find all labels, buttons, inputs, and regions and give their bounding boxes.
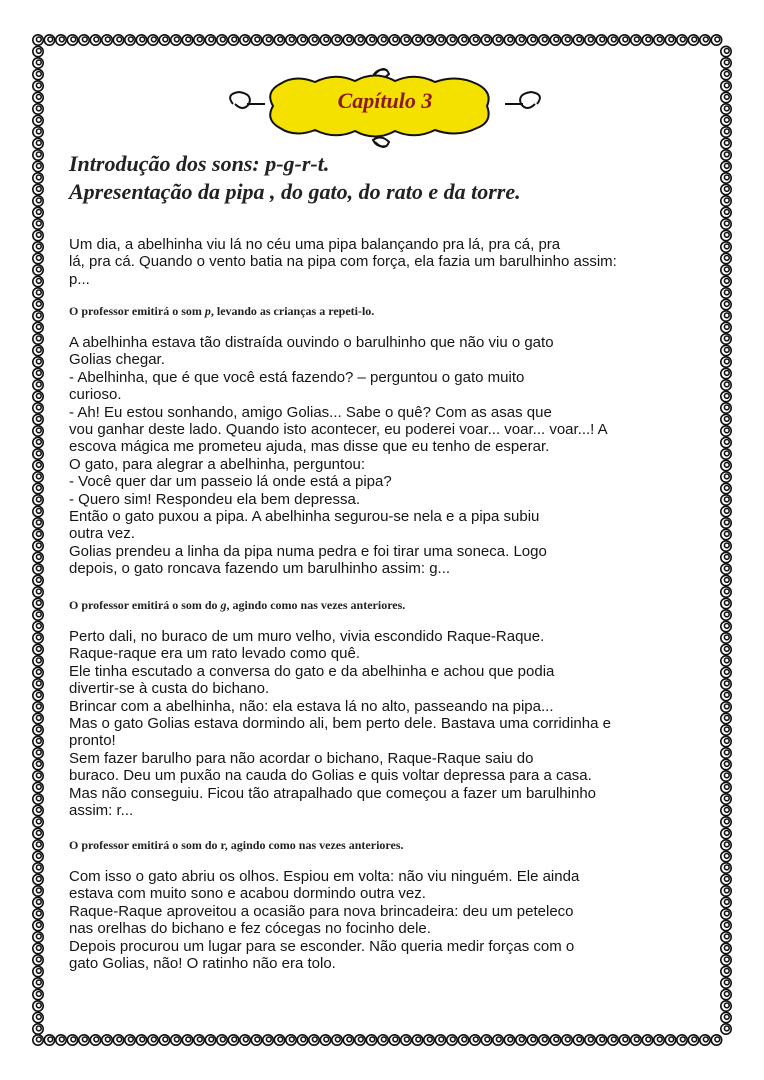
teacher-note-3: O professor emitirá o som do r, agindo como nas vezes anteriores. <box>69 838 404 852</box>
text-line: - Ah! Eu estou sonhando, amigo Golias... Sabe o quê? Com as asas que <box>69 403 552 421</box>
text-line: Brincar com a abelhinha, não: ela estava lá no alto, passeando na pipa... <box>69 697 554 715</box>
text-line: Golias chegar. <box>69 351 165 369</box>
paragraph-2 <box>69 334 709 578</box>
text-line: divertir-se à custa do bichano. <box>69 680 270 698</box>
heading-line-1: Introdução dos sons: p-g-r-t. <box>69 151 330 176</box>
text-line: - Quero sim! Respondeu ela bem depressa. <box>69 490 360 508</box>
text-line: escova mágica me prometeu ajuda, mas disse que eu tenho de esperar. <box>69 438 550 456</box>
text-line: p... <box>69 270 90 288</box>
text-line: depois, o gato roncava fazendo um barulhinho assim: g... <box>69 560 451 578</box>
paragraph-3 <box>69 628 709 819</box>
text-line: - Abelhinha, que é que você está fazendo? – perguntou o gato muito <box>69 368 525 386</box>
text-line: Raque-raque era um rato levado como quê. <box>69 645 361 663</box>
text-line: Raque-Raque aproveitou a ocasião para nova brincadeira: deu um peteleco <box>69 902 574 920</box>
text-line: lá, pra cá. Quando o vento batia na pipa com força, ela fazia um barulhinho assim: <box>69 253 617 271</box>
teacher-note-2: O professor emitirá o som do g, agindo como nas vezes anteriores. <box>69 598 406 612</box>
paragraph-1 <box>69 236 709 288</box>
text-line: nas orelhas do bichano e fez cócegas no focinho dele. <box>69 920 431 938</box>
heading-line-2: Apresentação da pipa , do gato, do rato e da torre. <box>69 179 521 204</box>
chapter-title: Capítulo 3 <box>337 88 433 113</box>
text-line: outra vez. <box>69 525 135 543</box>
teacher-note-1: O professor emitirá o som p, levando as crianças a repeti-lo. <box>69 304 375 318</box>
text-line: - Você quer dar um passeio lá onde está a pipa? <box>69 473 392 491</box>
text-line: A abelhinha estava tão distraída ouvindo o barulhinho que não viu o gato <box>69 334 554 351</box>
text-line: Sem fazer barulho para não acordar o bichano, Raque-Raque saiu do <box>69 749 534 767</box>
page-heading <box>69 150 729 206</box>
text-line: Depois procurou um lugar para se esconder. Não queria medir forças com o <box>69 937 575 955</box>
paragraph-4 <box>69 868 709 972</box>
text-line: estava com muito sono e acabou dormindo outra vez. <box>69 885 426 903</box>
text-line: pronto! <box>69 732 116 750</box>
text-line: O gato, para alegrar a abelhinha, perguntou: <box>69 455 366 473</box>
text-line: Um dia, a abelhinha viu lá no céu uma pipa balançando pra lá, pra cá, pra <box>69 236 561 253</box>
text-line: gato Golias, não! O ratinho não era tolo. <box>69 955 336 973</box>
text-line: assim: r... <box>69 802 134 820</box>
text-line: Com isso o gato abriu os olhos. Espiou em volta: não viu ninguém. Ele ainda <box>69 868 580 885</box>
text-line: Perto dali, no buraco de um muro velho, vivia escondido Raque-Raque. <box>69 628 545 645</box>
text-line: curioso. <box>69 386 122 404</box>
text-line: Golias prendeu a linha da pipa numa pedra e foi tirar uma soneca. Logo <box>69 542 547 560</box>
text-line: Então o gato puxou a pipa. A abelhinha segurou-se nela e a pipa subiu <box>69 508 540 526</box>
text-line: vou ganhar deste lado. Quando isto acontecer, eu poderei voar... voar... voar...! A <box>69 421 608 439</box>
text-line: Mas não conseguiu. Ficou tão atrapalhado que começou a fazer um barulhinho <box>69 784 596 802</box>
text-line: Mas o gato Golias estava dormindo ali, bem perto dele. Bastava uma corridinha e <box>69 715 611 733</box>
text-line: Ele tinha escutado a conversa do gato e da abelhinha e achou que podia <box>69 662 555 680</box>
text-line: buraco. Deu um puxão na cauda do Golias e quis voltar depressa para a casa. <box>69 767 592 785</box>
